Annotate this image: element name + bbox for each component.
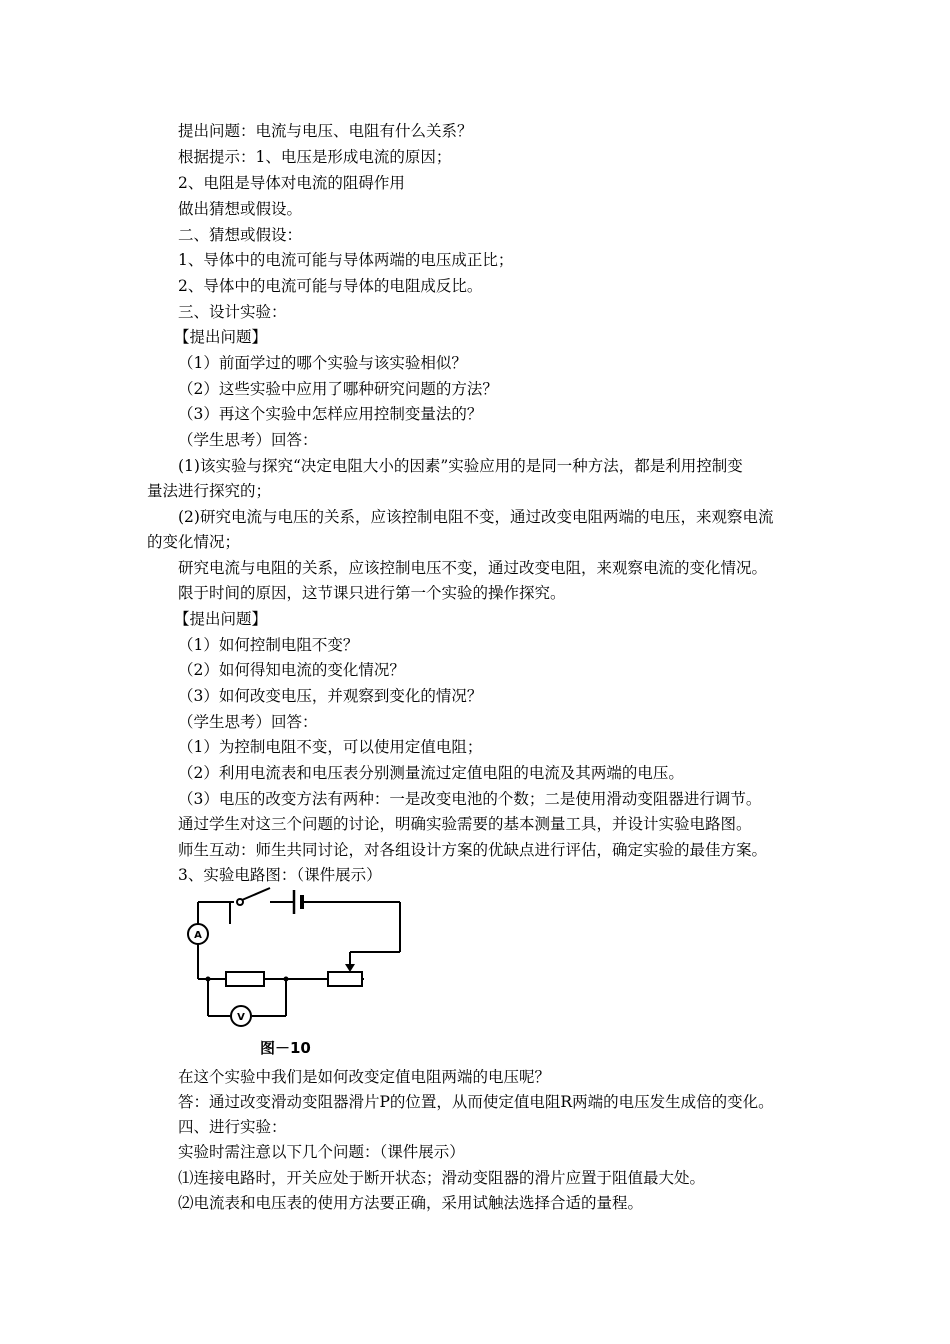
text-line: 提出问题：电流与电压、电阻有什么关系？ (178, 122, 473, 140)
question-line: （1）如何控制电阻不变？ (178, 636, 359, 654)
text-line: 2、电阻是导体对电流的阻碍作用 (178, 174, 405, 192)
section-heading: 四、进行实验： (178, 1118, 287, 1136)
text-line: 限于时间的原因，这节课只进行第一个实验的操作探究。 (178, 584, 566, 602)
text-line: 1、导体中的电流可能与导体两端的电压成正比； (178, 251, 514, 269)
answer-line: （3）电压的改变方法有两种：一是改变电池的个数；二是使用滑动变阻器进行调节。 (178, 790, 762, 808)
answer-line: 答：通过改变滑动变阻器滑片P的位置，从而使定值电阻R两端的电压发生成倍的变化。 (178, 1093, 774, 1111)
text-line: 做出猜想或假设。 (178, 200, 303, 218)
wire-top-left (230, 902, 234, 924)
text-line: 研究电流与电阻的关系，应该控制电压不变，通过改变电阻，来观察电流的变化情况。 (178, 559, 768, 577)
figure-caption: 图－10 (260, 1039, 311, 1057)
section-heading: 二、猜想或假设： (178, 226, 303, 244)
text-line: ⑵电流表和电压表的使用方法要正确，采用试触法选择合适的量程。 (178, 1194, 644, 1212)
question-line: （2）这些实验中应用了哪种研究问题的方法？ (178, 380, 498, 398)
slider-arrowhead (345, 964, 355, 972)
voltmeter-label: V (237, 1012, 245, 1023)
question-line: （3）再这个实验中怎样应用控制变量法的？ (178, 405, 483, 423)
answer-line: （2）利用电流表和电压表分别测量流过定值电阻的电流及其两端的电压。 (178, 764, 684, 782)
subheading: 【提出问题】 (174, 610, 268, 628)
subheading: 【提出问题】 (174, 328, 268, 346)
answer-line: (2)研究电流与电压的关系，应该控制电阻不变，通过改变电阻两端的电压，来观察电流 (178, 508, 774, 526)
switch-blade (242, 888, 270, 900)
fixed-resistor (226, 972, 264, 986)
answer-line: 量法进行探究的； (147, 482, 272, 500)
text-line: （学生思考）回答： (178, 713, 318, 731)
text-line: 师生互动：师生共同讨论，对各组设计方案的优缺点进行评估，确定实验的最佳方案。 (178, 841, 768, 859)
rheostat (328, 972, 362, 986)
text-line: 3、实验电路图：（课件展示） (178, 866, 382, 884)
text-line: 通过学生对这三个问题的讨论，明确实验需要的基本测量工具，并设计实验电路图。 (178, 815, 752, 833)
text-line: ⑴连接电路时，开关应处于断开状态；滑动变阻器的滑片应置于阻值最大处。 (178, 1169, 706, 1187)
text-line: （学生思考）回答： (178, 431, 318, 449)
circuit-diagram (182, 880, 422, 1060)
ammeter-label: A (194, 930, 202, 941)
text-line: 实验时需注意以下几个问题：（课件展示） (178, 1143, 465, 1161)
question-line: （1）前面学过的哪个实验与该实验相似？ (178, 354, 467, 372)
answer-line: （1）为控制电阻不变，可以使用定值电阻； (178, 738, 483, 756)
text-line: 2、导体中的电流可能与导体的电阻成反比。 (178, 277, 483, 295)
question-line: （3）如何改变电压，并观察到变化的情况？ (178, 687, 483, 705)
section-heading: 三、设计实验： (178, 303, 287, 321)
question-line: 在这个实验中我们是如何改变定值电阻两端的电压呢？ (178, 1068, 551, 1086)
question-line: （2）如何得知电流的变化情况？ (178, 661, 405, 679)
answer-line: 的变化情况； (147, 533, 241, 551)
answer-line: (1)该实验与探究“决定电阻大小的因素”实验应用的是同一种方法，都是利用控制变 (178, 457, 743, 475)
text-line: 根据提示：1、电压是形成电流的原因； (178, 148, 452, 166)
